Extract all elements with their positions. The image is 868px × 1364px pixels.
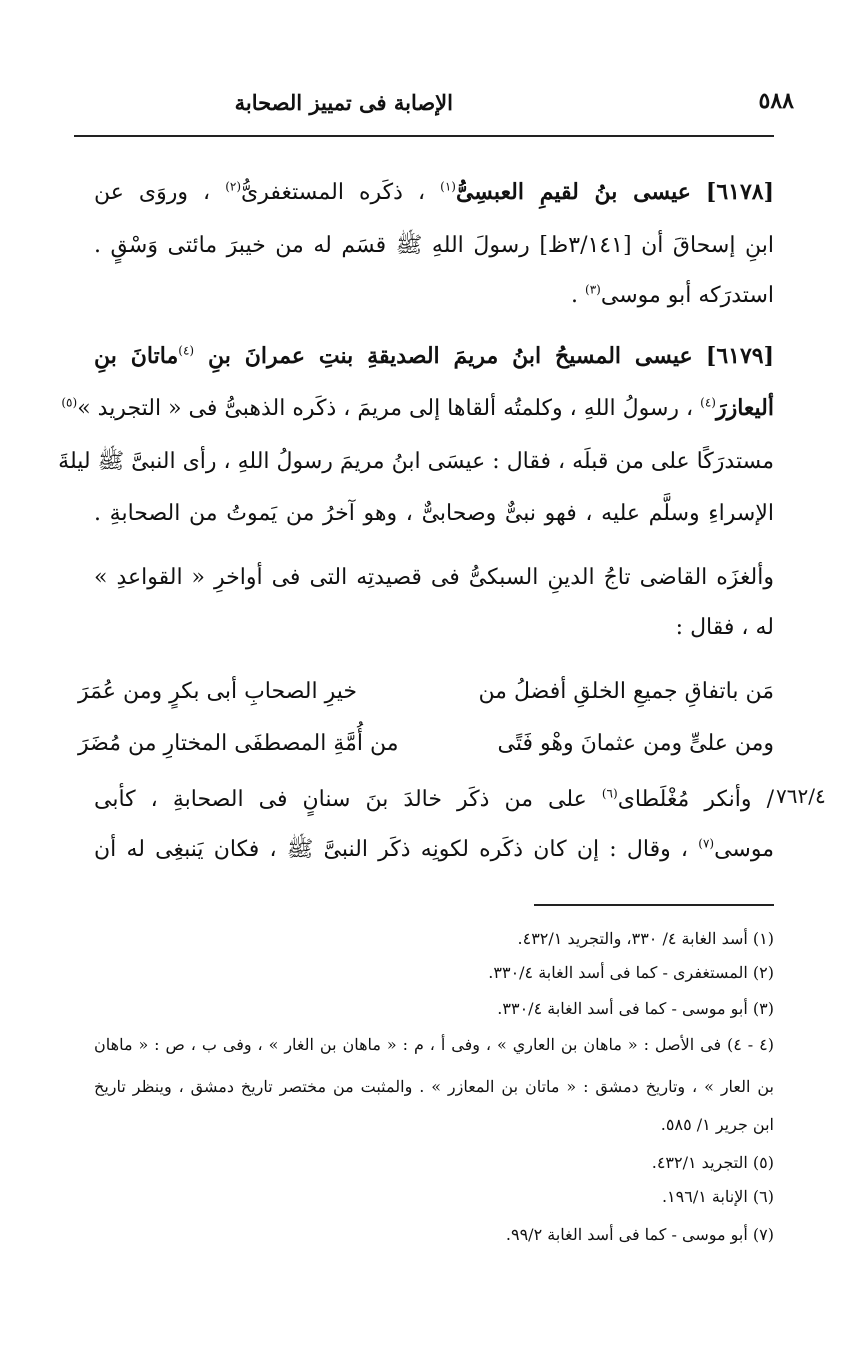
paragraph-line-2 (94, 612, 774, 644)
footnote-2: (٢) المستغفرى - كما فى أسد الغابة ٣٣٠/٤. (488, 963, 774, 982)
entry-6178-line-3 (94, 280, 774, 312)
footnote-4-line-2: بن العار » ، وتاريخ دمشق : « ماتان بن المعازر » . والمثبت من مختصر تاريخ دمشق ، وينظر تاريخ (94, 1077, 774, 1096)
entry-6179-line-1 (94, 340, 774, 373)
entry-6179-line-2 (61, 392, 774, 425)
margin-volume-page-ref: ٧٦٢/٤ (776, 784, 826, 808)
entry-text: الإسراءِ وسلَّم عليه ، فهو نبىٌّ وصحابىٌّ ، وهو آخرُ من يَموتُ من الصحابةِ . (94, 501, 774, 526)
entry-text: . (571, 283, 586, 308)
footnote-6: (٦) الإنابة ١٩٦/١. (661, 1187, 774, 1206)
entry-number: [٦١٧٨] (705, 179, 775, 205)
entry-6179-line-3 (58, 446, 774, 478)
verse-2-second-hemistich: من أُمَّةِ المصطفَى المختارِ من مُضَرَ (78, 731, 399, 756)
entry-name: عيسى بنُ لقيمِ العبسِىُّ (455, 179, 691, 205)
page-number: ٥٨٨ (758, 88, 794, 114)
body-line-after-verses-2 (94, 834, 774, 866)
footnote-ref: (٢) (225, 179, 242, 194)
entry-name: أليعازرَ (715, 395, 774, 421)
entry-text: / وأنكر مُغْلَطاى (617, 787, 774, 812)
footnote-divider (534, 904, 774, 906)
verse-2-first-hemistich: ومن علىٍّ ومن عثمانَ وهْو فَتًى (497, 731, 774, 756)
running-title: الإصابة فى تمييز الصحابة (234, 90, 453, 115)
entry-name: ماتانَ بنِ (94, 343, 179, 369)
entry-text: ابنِ إسحاقَ أن [٣/١٤١ظ] رسولَ اللهِ ﷺ قسَم له من خيبرَ مائتى وَسْقٍ . (94, 233, 774, 258)
footnote-ref: (٧) (698, 836, 715, 851)
footnote-4-line-1: (٤ - ٤) فى الأصل : « ماهان بن العاري » ، وفى أ ، م : « ماهان بن الغار » ، وفى ب ، ص : « ماهان (94, 1035, 774, 1054)
entry-text: له ، فقال : (675, 615, 774, 640)
footnote-1: (١) أسد الغابة ٤/ ٣٣٠، والتجريد ٤٣٢/١. (517, 929, 774, 948)
entry-text: ، رسولُ اللهِ ، وكلمتُه ألقاها إلى مريمَ ، ذكَره الذهبىُّ فى « التجريد » (77, 396, 701, 421)
footnote-ref: (٦) (601, 786, 618, 801)
footnote-ref: (٤) (178, 343, 195, 358)
entry-6179-line-4 (94, 498, 774, 530)
footnote-7: (٧) أبو موسى - كما فى أسد الغابة ٩٩/٢. (505, 1225, 774, 1244)
entry-6178-line-2 (94, 230, 774, 262)
footnote-4-line-3: ابن جرير ١/ ٥٨٥. (660, 1115, 774, 1134)
body-line-after-verses-1 (94, 784, 774, 816)
footnote-ref: (٣) (585, 282, 601, 297)
footnote-ref: (١) (440, 179, 456, 194)
entry-text: على من ذكَر خالدَ بنَ سنانٍ فى الصحابةِ ، كأبى (94, 787, 602, 812)
paragraph-line-1 (94, 562, 774, 594)
entry-text: استدرَكه أبو موسى (600, 283, 774, 308)
entry-text: مستدرَكًا على من قبلَه ، فقال : عيسَى ابنُ مريمَ رسولُ اللهِ ، رأى النبىَّ ﷺ ليلةَ (58, 449, 774, 474)
entry-6178-line-1 (94, 176, 774, 209)
entry-name: عيسى المسيحُ ابنُ مريمَ الصديقةِ بنتِ عمرانَ بنِ (194, 343, 693, 369)
header-divider (74, 135, 774, 137)
entry-text: وألغزَه القاضى تاجُ الدينِ السبكىُّ فى قصيدتِه التى فى أواخرِ « القواعدِ » (94, 565, 774, 590)
verse-1-first-hemistich: مَن باتفاقِ جميعِ الخلقِ أفضلُ من (478, 679, 774, 704)
footnote-3: (٣) أبو موسى - كما فى أسد الغابة ٣٣٠/٤. (497, 999, 774, 1018)
entry-text: ، وروَى عن (94, 180, 226, 205)
footnote-ref: (٤) (700, 395, 716, 410)
verse-1-second-hemistich: خيرِ الصحابِ أبى بكرٍ ومن عُمَرَ (78, 679, 357, 704)
entry-text: موسى (714, 837, 774, 862)
footnote-ref: (٥) (61, 395, 78, 410)
entry-number: [٦١٧٩] (705, 343, 774, 369)
entry-text: ، وقال : إن كان ذكَره لكونِه ذكَر النبىَّ ﷺ ، فكان يَنبغِى له أن (94, 837, 699, 862)
footnote-5: (٥) التجريد ٤٣٢/١. (651, 1153, 774, 1172)
entry-text: ، ذكَره المستغفرىُّ (241, 180, 441, 205)
